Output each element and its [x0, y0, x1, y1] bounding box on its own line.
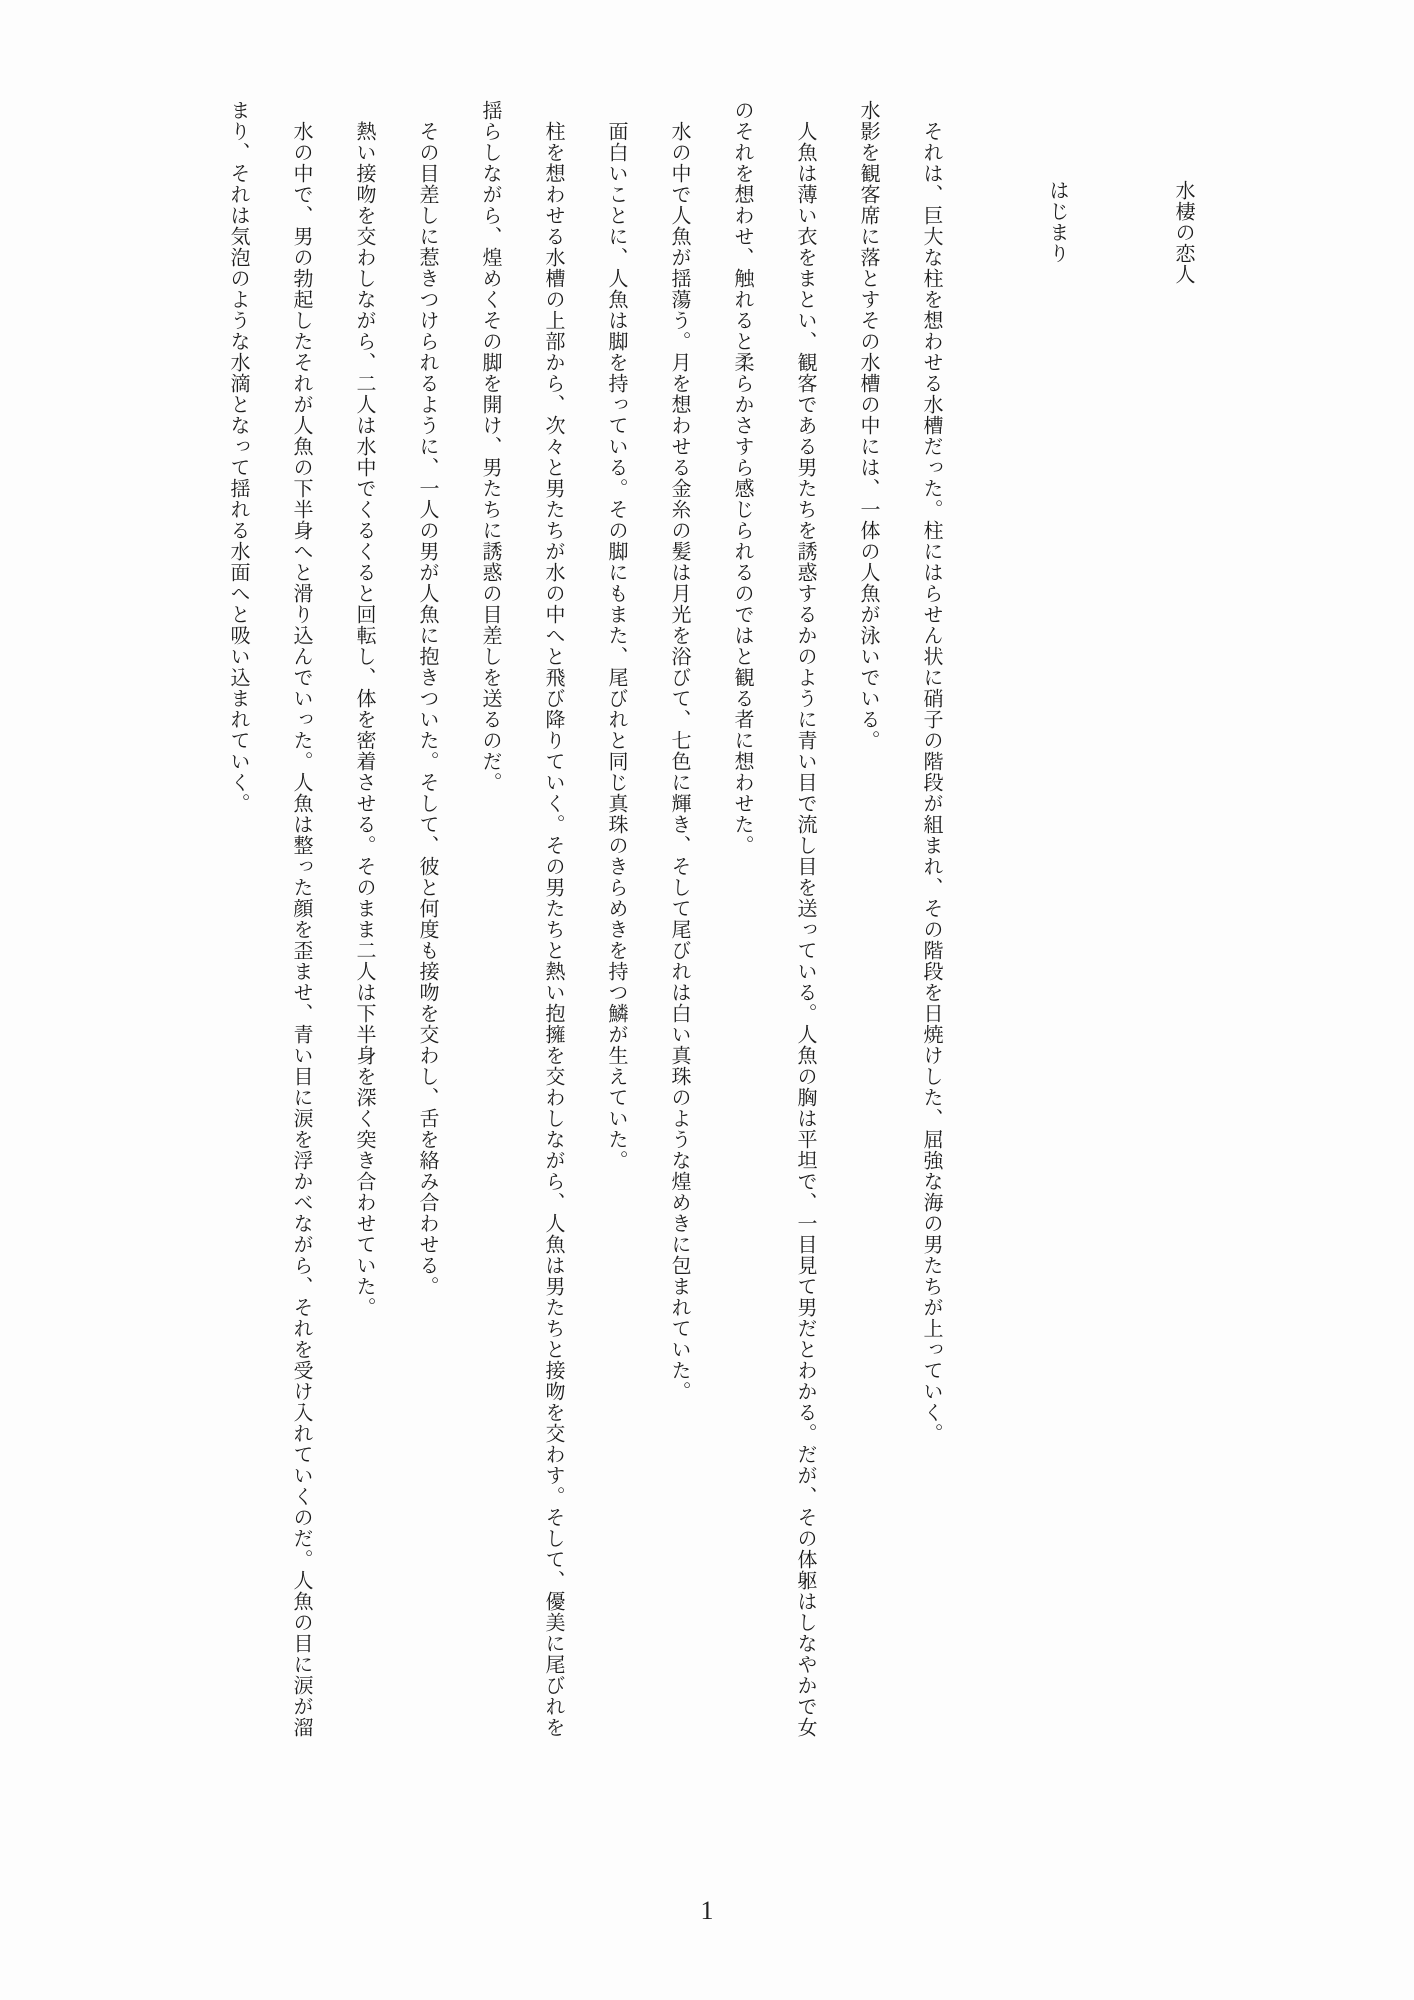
text-column: 熱い接吻を交わしながら、二人は水中でくるくると回転し、体を密着させる。そのまま二人は下半身を深く突き合わせていた。	[353, 100, 375, 1318]
text-column: のそれを想わせ、触れると柔らかさすら感じられるのではと観る者に想わせた。	[731, 100, 753, 856]
section-heading: はじまり	[1046, 180, 1068, 264]
text-column: まり、それは気泡のような水滴となって揺れる水面へと吸い込まれていく。	[227, 100, 249, 814]
text-column: 水の中で、男の勃起したそれが人魚の下半身へと滑り込んでいった。人魚は整った顔を歪ませ、青い目に涙を浮かべながら、それを受け入れていくのだ。人魚の目に涙が溜	[290, 100, 312, 1738]
text-column: 水の中で人魚が揺蕩う。月を想わせる金糸の髪は月光を浴びて、七色に輝き、そして尾びれは白い真珠のような煌めきに包まれていた。	[668, 100, 690, 1402]
text-column: 水影を観客席に落とすその水槽の中には、一体の人魚が泳いでいる。	[857, 100, 879, 751]
text-column: それは、巨大な柱を想わせる水槽だった。柱にはらせん状に硝子の階段が組まれ、その階段を日焼けした、屈強な海の男たちが上っていく。	[920, 100, 942, 1444]
text-column: 柱を想わせる水槽の上部から、次々と男たちが水の中へと飛び降りていく。その男たちと熱い抱擁を交わしながら、人魚は男たちと接吻を交わす。そして、優美に尾びれを	[542, 100, 564, 1738]
page-title: 水棲の恋人	[1172, 180, 1194, 285]
vertical-text-block	[204, 100, 1214, 1790]
page-number: 1	[700, 1896, 714, 1925]
text-column: 揺らしながら、煌めくその脚を開け、男たちに誘惑の目差しを送るのだ。	[479, 100, 501, 793]
text-column: 人魚は薄い衣をまとい、観客である男たちを誘惑するかのように青い目で流し目を送っている。人魚の胸は平坦で、一目見て男だとわかる。だが、その体躯はしなやかで女	[794, 100, 816, 1738]
text-column: その目差しに惹きつけられるように、一人の男が人魚に抱きついた。そして、彼と何度も接吻を交わし、舌を絡み合わせる。	[416, 100, 438, 1297]
text-column: 面白いことに、人魚は脚を持っている。その脚にもまた、尾びれと同じ真珠のきらめきを持つ鱗が生えていた。	[605, 100, 627, 1171]
